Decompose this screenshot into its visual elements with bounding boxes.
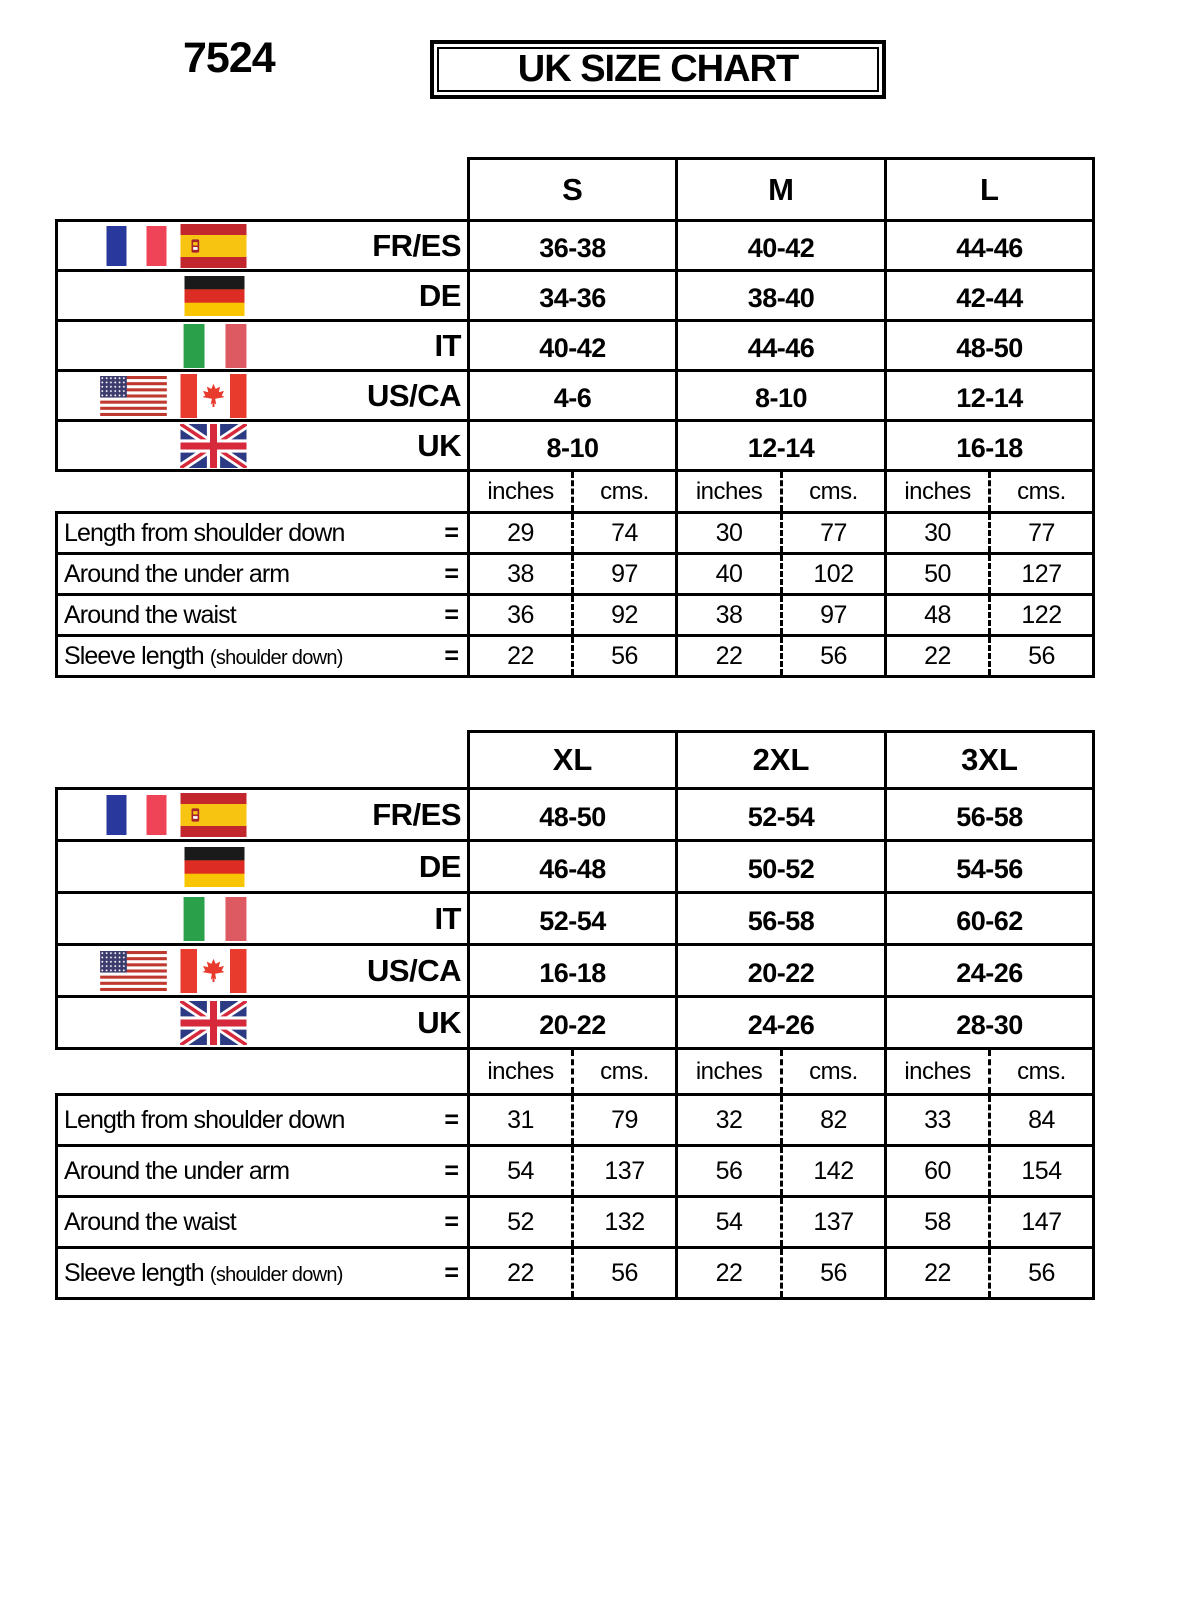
region-row-de <box>57 271 1094 321</box>
measurement-label: Sleeve length (shoulder down) <box>64 641 343 670</box>
measurement-inches-s: 22 <box>469 636 573 677</box>
region-code-label: DE <box>418 277 461 313</box>
measurement-inches-l: 30 <box>886 513 990 554</box>
region-label-content <box>58 276 467 316</box>
measurement-row <box>57 554 1094 595</box>
size-header-row <box>57 159 1094 221</box>
measurement-cms-m: 77 <box>782 513 886 554</box>
measurement-cms-2xl: 142 <box>782 1146 886 1197</box>
uk-flag-icon <box>180 424 247 468</box>
measurement-inches-m: 38 <box>677 595 782 636</box>
region-size-value-xl: 46-48 <box>469 841 677 893</box>
measurement-cms-3xl: 84 <box>990 1095 1094 1146</box>
region-code-label: UK <box>417 1004 461 1040</box>
measurement-inches-l: 22 <box>886 636 990 677</box>
measurement-cms-3xl: 147 <box>990 1197 1094 1248</box>
italy-flag-icon <box>183 324 247 368</box>
flag-group <box>58 276 247 316</box>
flag-group <box>58 324 247 368</box>
region-row-de <box>57 841 1094 893</box>
usa-flag-icon <box>100 376 167 416</box>
region-size-value-3xl: 54-56 <box>886 841 1094 893</box>
measurement-cms-m: 102 <box>782 554 886 595</box>
measurement-inches-xl: 31 <box>469 1095 573 1146</box>
size-chart-table-xl-2xl-3xl <box>55 730 1095 1300</box>
measurement-label-content <box>58 1208 467 1237</box>
measurement-label-cell <box>57 636 469 677</box>
germany-flag-icon <box>182 276 247 316</box>
region-size-value-2xl: 24-26 <box>677 997 886 1049</box>
measurement-inches-3xl: 60 <box>886 1146 990 1197</box>
region-code-label: US/CA <box>367 952 461 988</box>
measurement-label-cell <box>57 513 469 554</box>
measurement-inches-3xl: 58 <box>886 1197 990 1248</box>
region-size-value-s: 4-6 <box>469 371 677 421</box>
region-label-cell <box>57 893 469 945</box>
france-flag-icon <box>106 795 167 835</box>
region-size-value-s: 34-36 <box>469 271 677 321</box>
measurement-inches-2xl: 32 <box>677 1095 782 1146</box>
units-row <box>57 1049 1094 1095</box>
measurement-inches-3xl: 33 <box>886 1095 990 1146</box>
measurement-cms-xl: 56 <box>573 1248 677 1299</box>
inches-header-m: inches <box>677 471 782 513</box>
uk-flag-icon <box>180 1001 247 1045</box>
measurement-inches-s: 36 <box>469 595 573 636</box>
cms-header-3xl: cms. <box>990 1049 1094 1095</box>
region-label-content <box>58 793 467 837</box>
measurement-note: (shoulder down) <box>209 1263 343 1286</box>
units-row <box>57 471 1094 513</box>
measurement-inches-l: 48 <box>886 595 990 636</box>
region-size-value-2xl: 52-54 <box>677 789 886 841</box>
region-size-value-s: 40-42 <box>469 321 677 371</box>
measurement-label-cell <box>57 1146 469 1197</box>
measurement-label-content <box>58 560 467 589</box>
page-title-box <box>430 40 886 99</box>
measurement-cms-l: 127 <box>990 554 1094 595</box>
region-size-value-3xl: 28-30 <box>886 997 1094 1049</box>
italy-flag-icon <box>183 897 247 941</box>
flag-group <box>58 897 247 941</box>
region-label-content <box>58 374 467 418</box>
units-spacer-cell <box>57 1049 469 1095</box>
measurement-inches-l: 50 <box>886 554 990 595</box>
measurement-label-content <box>58 601 467 630</box>
region-label-content <box>58 1001 467 1045</box>
page-title: UK SIZE CHART <box>437 47 879 92</box>
region-size-value-xl: 20-22 <box>469 997 677 1049</box>
region-row-uk <box>57 997 1094 1049</box>
measurement-cms-3xl: 154 <box>990 1146 1094 1197</box>
canada-flag-icon <box>180 374 247 418</box>
spain-flag-icon <box>180 224 247 268</box>
measurement-label: Around the waist <box>64 1207 236 1236</box>
measurement-cms-s: 56 <box>573 636 677 677</box>
measurement-label-cell <box>57 554 469 595</box>
region-label-cell <box>57 945 469 997</box>
measurement-inches-s: 29 <box>469 513 573 554</box>
region-size-value-m: 12-14 <box>677 421 886 471</box>
region-row-uk <box>57 421 1094 471</box>
measurement-label-content <box>58 642 467 671</box>
measurement-inches-s: 38 <box>469 554 573 595</box>
measurement-label-cell <box>57 1197 469 1248</box>
region-size-value-xl: 48-50 <box>469 789 677 841</box>
measurement-cms-l: 77 <box>990 513 1094 554</box>
size-table-bottom-container <box>55 730 1095 1300</box>
measurement-cms-xl: 132 <box>573 1197 677 1248</box>
region-label-cell <box>57 421 469 471</box>
size-header-row <box>57 732 1094 789</box>
measurement-cms-m: 97 <box>782 595 886 636</box>
france-flag-icon <box>106 226 167 266</box>
inches-header-2xl: inches <box>677 1049 782 1095</box>
region-label-content <box>58 324 467 368</box>
flag-group <box>58 224 247 268</box>
measurement-cms-xl: 79 <box>573 1095 677 1146</box>
measurement-inches-m: 30 <box>677 513 782 554</box>
region-label-cell <box>57 997 469 1049</box>
measurement-inches-3xl: 22 <box>886 1248 990 1299</box>
cms-header-s: cms. <box>573 471 677 513</box>
cms-header-l: cms. <box>990 471 1094 513</box>
region-size-value-l: 48-50 <box>886 321 1094 371</box>
region-size-value-s: 36-38 <box>469 221 677 271</box>
region-size-value-3xl: 60-62 <box>886 893 1094 945</box>
flag-group <box>58 793 247 837</box>
cms-header-xl: cms. <box>573 1049 677 1095</box>
region-size-value-s: 8-10 <box>469 421 677 471</box>
region-label-content <box>58 224 467 268</box>
region-row-us-ca <box>57 371 1094 421</box>
header-spacer-cell <box>57 732 469 789</box>
measurement-row <box>57 1197 1094 1248</box>
region-code-label: DE <box>418 848 461 884</box>
measurement-row <box>57 1146 1094 1197</box>
region-size-value-l: 12-14 <box>886 371 1094 421</box>
equals-sign: = <box>444 1156 459 1185</box>
measurement-cms-m: 56 <box>782 636 886 677</box>
canada-flag-icon <box>180 949 247 993</box>
measurement-row <box>57 1095 1094 1146</box>
region-size-value-3xl: 56-58 <box>886 789 1094 841</box>
equals-sign: = <box>444 1105 459 1134</box>
product-code: 7524 <box>183 34 275 82</box>
measurement-label-cell <box>57 595 469 636</box>
region-size-value-m: 44-46 <box>677 321 886 371</box>
region-row-it <box>57 893 1094 945</box>
measurement-cms-xl: 137 <box>573 1146 677 1197</box>
flag-group <box>58 949 247 993</box>
region-size-value-m: 8-10 <box>677 371 886 421</box>
measurement-label-content <box>58 1106 467 1135</box>
region-size-value-xl: 52-54 <box>469 893 677 945</box>
flag-group <box>58 847 247 887</box>
region-label-cell <box>57 789 469 841</box>
measurement-cms-s: 97 <box>573 554 677 595</box>
size-header-s: S <box>469 159 677 221</box>
region-label-cell <box>57 271 469 321</box>
region-label-cell <box>57 221 469 271</box>
size-header-m: M <box>677 159 886 221</box>
region-size-value-l: 42-44 <box>886 271 1094 321</box>
measurement-label-cell <box>57 1095 469 1146</box>
cms-header-2xl: cms. <box>782 1049 886 1095</box>
measurement-cms-s: 74 <box>573 513 677 554</box>
germany-flag-icon <box>182 847 247 887</box>
region-row-fr-es <box>57 789 1094 841</box>
measurement-inches-xl: 22 <box>469 1248 573 1299</box>
size-header-l: L <box>886 159 1094 221</box>
equals-sign: = <box>444 518 459 547</box>
measurement-cms-3xl: 56 <box>990 1248 1094 1299</box>
usa-flag-icon <box>100 951 167 991</box>
region-label-content <box>58 847 467 887</box>
region-size-value-2xl: 56-58 <box>677 893 886 945</box>
measurement-label-content <box>58 519 467 548</box>
measurement-cms-2xl: 56 <box>782 1248 886 1299</box>
measurement-label: Around the under arm <box>64 1156 290 1185</box>
measurement-inches-2xl: 22 <box>677 1248 782 1299</box>
equals-sign: = <box>444 600 459 629</box>
equals-sign: = <box>444 559 459 588</box>
region-size-value-2xl: 50-52 <box>677 841 886 893</box>
header-spacer-cell <box>57 159 469 221</box>
measurement-inches-2xl: 56 <box>677 1146 782 1197</box>
region-code-label: UK <box>417 427 461 463</box>
region-label-cell <box>57 321 469 371</box>
region-size-value-3xl: 24-26 <box>886 945 1094 997</box>
measurement-cms-l: 56 <box>990 636 1094 677</box>
region-code-label: US/CA <box>367 377 461 413</box>
region-size-value-2xl: 20-22 <box>677 945 886 997</box>
region-size-value-l: 44-46 <box>886 221 1094 271</box>
region-row-fr-es <box>57 221 1094 271</box>
equals-sign: = <box>444 1207 459 1236</box>
measurement-label: Sleeve length (shoulder down) <box>64 1258 343 1287</box>
region-code-label: IT <box>434 900 461 936</box>
flag-group <box>58 1001 247 1045</box>
region-label-content <box>58 949 467 993</box>
measurement-cms-2xl: 82 <box>782 1095 886 1146</box>
measurement-cms-s: 92 <box>573 595 677 636</box>
flag-group <box>58 374 247 418</box>
size-header-2xl: 2XL <box>677 732 886 789</box>
region-row-it <box>57 321 1094 371</box>
size-table-top-container <box>55 157 1095 678</box>
equals-sign: = <box>444 1258 459 1287</box>
equals-sign: = <box>444 641 459 670</box>
region-label-content <box>58 424 467 468</box>
region-label-cell <box>57 371 469 421</box>
measurement-label: Length from shoulder down <box>64 1105 345 1134</box>
size-header-xl: XL <box>469 732 677 789</box>
measurement-label-cell <box>57 1248 469 1299</box>
inches-header-s: inches <box>469 471 573 513</box>
measurement-cms-2xl: 137 <box>782 1197 886 1248</box>
spain-flag-icon <box>180 793 247 837</box>
region-size-value-l: 16-18 <box>886 421 1094 471</box>
region-code-label: FR/ES <box>372 227 461 263</box>
region-code-label: FR/ES <box>372 796 461 832</box>
measurement-note: (shoulder down) <box>209 646 343 669</box>
region-row-us-ca <box>57 945 1094 997</box>
measurement-inches-xl: 52 <box>469 1197 573 1248</box>
region-size-value-xl: 16-18 <box>469 945 677 997</box>
measurement-label: Around the under arm <box>64 559 290 588</box>
measurement-inches-m: 40 <box>677 554 782 595</box>
measurement-cms-l: 122 <box>990 595 1094 636</box>
region-code-label: IT <box>434 327 461 363</box>
measurement-inches-2xl: 54 <box>677 1197 782 1248</box>
size-header-3xl: 3XL <box>886 732 1094 789</box>
measurement-label-content <box>58 1259 467 1288</box>
measurement-label: Length from shoulder down <box>64 518 345 547</box>
region-label-content <box>58 897 467 941</box>
measurement-label-content <box>58 1157 467 1186</box>
region-size-value-m: 38-40 <box>677 271 886 321</box>
measurement-label: Around the waist <box>64 600 236 629</box>
inches-header-xl: inches <box>469 1049 573 1095</box>
measurement-row <box>57 1248 1094 1299</box>
size-chart-table-s-m-l <box>55 157 1095 678</box>
cms-header-m: cms. <box>782 471 886 513</box>
inches-header-l: inches <box>886 471 990 513</box>
region-label-cell <box>57 841 469 893</box>
region-size-value-m: 40-42 <box>677 221 886 271</box>
measurement-row <box>57 636 1094 677</box>
measurement-inches-m: 22 <box>677 636 782 677</box>
units-spacer-cell <box>57 471 469 513</box>
measurement-inches-xl: 54 <box>469 1146 573 1197</box>
inches-header-3xl: inches <box>886 1049 990 1095</box>
measurement-row <box>57 513 1094 554</box>
measurement-row <box>57 595 1094 636</box>
flag-group <box>58 424 247 468</box>
